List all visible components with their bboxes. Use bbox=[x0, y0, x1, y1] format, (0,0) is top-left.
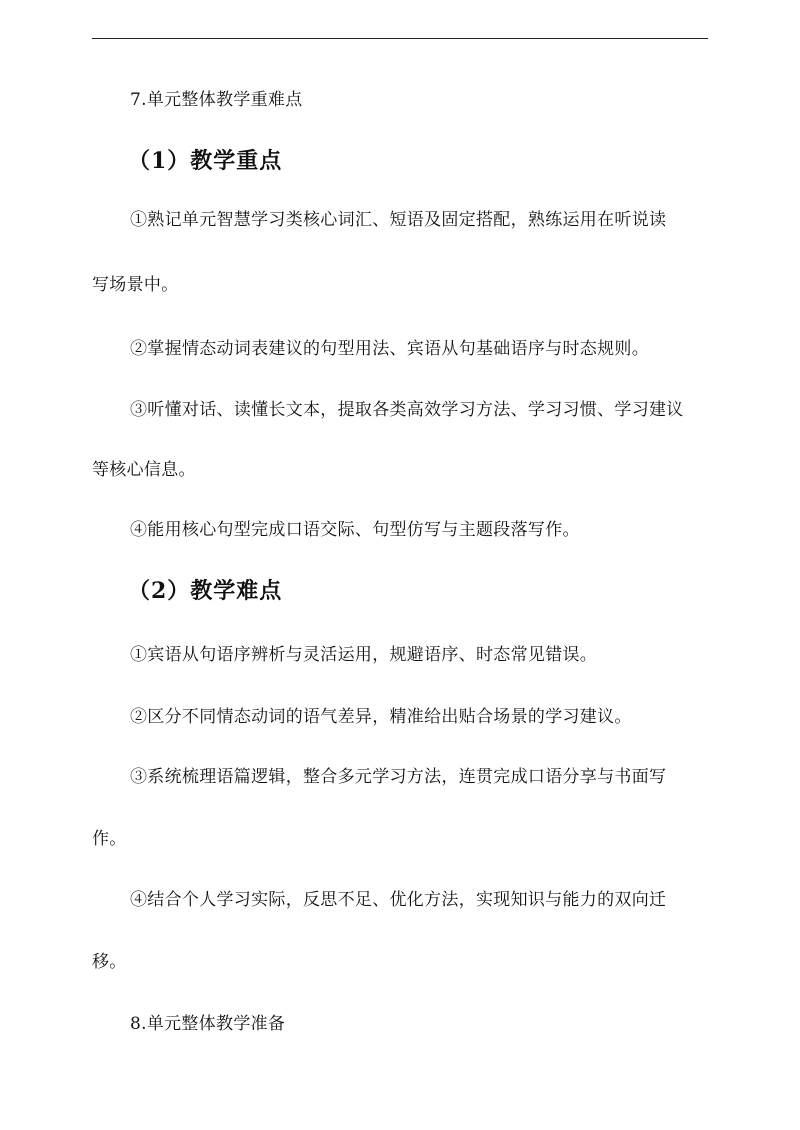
teaching-focus-heading: （1）教学重点 bbox=[128, 148, 283, 174]
difficulty-item-4-line-1: ④结合个人学习实际，反思不足、优化方法，实现知识与能力的双向迁 bbox=[130, 890, 667, 910]
difficulty-item-4-line-2: 移。 bbox=[92, 952, 127, 972]
focus-item-1-line-1: ①熟记单元智慧学习类核心词汇、短语及固定搭配，熟练运用在听说读 bbox=[130, 210, 667, 230]
difficulty-item-1: ①宾语从句语序辨析与灵活运用，规避语序、时态常见错误。 bbox=[130, 645, 598, 665]
section-8-title: 8.单元整体教学准备 bbox=[130, 1014, 286, 1034]
focus-item-3-line-2: 等核心信息。 bbox=[92, 460, 196, 480]
difficulty-item-2: ②区分不同情态动词的语气差异，精准给出贴合场景的学习建议。 bbox=[130, 707, 632, 727]
teaching-difficulty-heading: （2）教学难点 bbox=[128, 578, 283, 604]
difficulty-item-3-line-2: 作。 bbox=[92, 829, 127, 849]
focus-item-2: ②掌握情态动词表建议的句型用法、宾语从句基础语序与时态规则。 bbox=[130, 339, 649, 359]
difficulty-item-3-line-1: ③系统梳理语篇逻辑，整合多元学习方法，连贯完成口语分享与书面写 bbox=[130, 767, 667, 787]
focus-item-4: ④能用核心句型完成口语交际、句型仿写与主题段落写作。 bbox=[130, 520, 580, 540]
focus-item-3-line-1: ③听懂对话、读懂长文本，提取各类高效学习方法、学习习惯、学习建议 bbox=[130, 400, 684, 420]
section-7-title: 7.单元整体教学重难点 bbox=[130, 90, 303, 110]
focus-item-1-line-2: 写场景中。 bbox=[92, 275, 179, 295]
header-rule bbox=[92, 38, 708, 39]
